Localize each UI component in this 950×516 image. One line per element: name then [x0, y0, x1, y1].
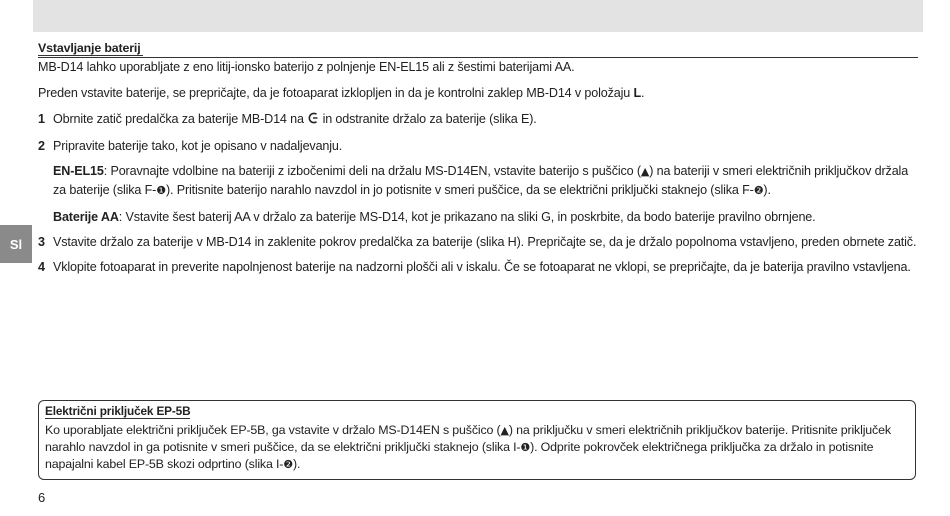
circled-1-icon: ❶	[156, 184, 166, 197]
intro-paragraph: MB-D14 lahko uporabljate z eno litij-ionsko baterijo z polnjenje EN-EL15 ali z šestimi baterijami AA.	[38, 60, 575, 74]
step-text: Vstavite držalo za baterije v MB-D14 in zaklenite pokrov predalčka za baterije (slika H). Prepričajte se, da je držalo popolnoma vstavljeno, preden obrnete zatič.	[53, 235, 917, 249]
step-text: Obrnite zatič predalčka za baterije MB-D14 na	[53, 112, 304, 126]
step-text-rest: in odstranite držalo za baterije (slika E).	[319, 112, 537, 126]
aa-text: : Vstavite šest baterij AA v držalo za baterije MS-D14, kot je prikazano na sliki G, in poskrbite, da bodo baterije pravilno obrnjene.	[118, 210, 816, 224]
circled-2-icon: ❷	[283, 458, 293, 471]
en-el15-text-3: ). Pritisnite baterijo narahlo navzdol in jo potisnite v smeri puščice, da se električni priključki staknejo (slika F-	[165, 183, 754, 197]
step-number: 1	[38, 112, 45, 126]
aa-instruction	[38, 208, 918, 226]
page-number: 6	[38, 490, 46, 505]
en-el15-text-2: ) na bateriji v smeri električnih priključkov držala za baterije (slika F-	[53, 164, 909, 197]
up-arrow-icon: ▲	[640, 165, 650, 178]
precaution-paragraph	[38, 84, 918, 102]
en-el15-text: : Poravnajte vdolbine na bateriji z izbočenimi deli na držalu MS-D14EN, vstavite baterijo s puščico (	[103, 164, 641, 178]
language-tab: Sl	[0, 225, 32, 263]
step-2	[38, 137, 918, 155]
precaution-text: Preden vstavite baterije, se prepričajte, da je fotoaparat izklopljen in da je kontrolni zaklep MB-D14 v položaju	[38, 86, 631, 100]
step-3	[38, 233, 918, 251]
section-title: Vstavljanje baterij	[38, 41, 141, 55]
note-text-4: ).	[293, 457, 301, 471]
aa-label: Baterije AA	[53, 210, 119, 224]
step-number: 2	[38, 139, 45, 153]
step-number: 3	[38, 235, 45, 249]
en-el15-instruction	[38, 162, 918, 200]
note-text-1: Ko uporabljate električni priključek EP-5B, ga vstavite v držalo MS-D14EN s puščico (	[45, 423, 501, 437]
lock-position-label: L	[633, 86, 641, 100]
note-text-3: ). Odprite pokrovček električnega priključka za držalo in potisnite napajalni kabel EP-5B skozi odprtino (slika I-	[45, 440, 874, 471]
step-number: 4	[38, 260, 45, 274]
rotate-latch-icon	[307, 112, 319, 124]
section-heading	[38, 41, 918, 58]
note-text-2: ) na priključku v smeri električnih priključkov baterije. Pritisnite priključek narahlo navzdol in ga potisnite v smeri puščice, da se električni priključki staknejo (slika I-	[45, 423, 891, 454]
note-title: Električni priključek EP-5B	[45, 404, 191, 418]
step-text: Pripravite baterije tako, kot je opisano v nadaljevanju.	[53, 139, 343, 153]
note-box	[38, 400, 916, 480]
step-1	[38, 110, 918, 128]
note-heading	[45, 404, 909, 422]
step-4	[38, 258, 918, 276]
up-arrow-icon: ▲	[500, 424, 509, 437]
en-el15-text-4: ).	[763, 183, 771, 197]
en-el15-label: EN-EL15	[53, 164, 104, 178]
top-header-bar	[33, 0, 923, 32]
step-text: Vklopite fotoaparat in preverite napolnjenost baterije na nadzorni plošči ali v iskalu. Če se fotoaparat ne vklopi, se prepričajte, da je baterija pravilno vstavljena.	[53, 260, 911, 274]
circled-2-icon: ❷	[753, 184, 764, 197]
circled-1-icon: ❶	[520, 441, 531, 454]
note-text	[45, 422, 909, 473]
precaution-end: .	[641, 86, 645, 100]
main-content	[38, 41, 918, 276]
